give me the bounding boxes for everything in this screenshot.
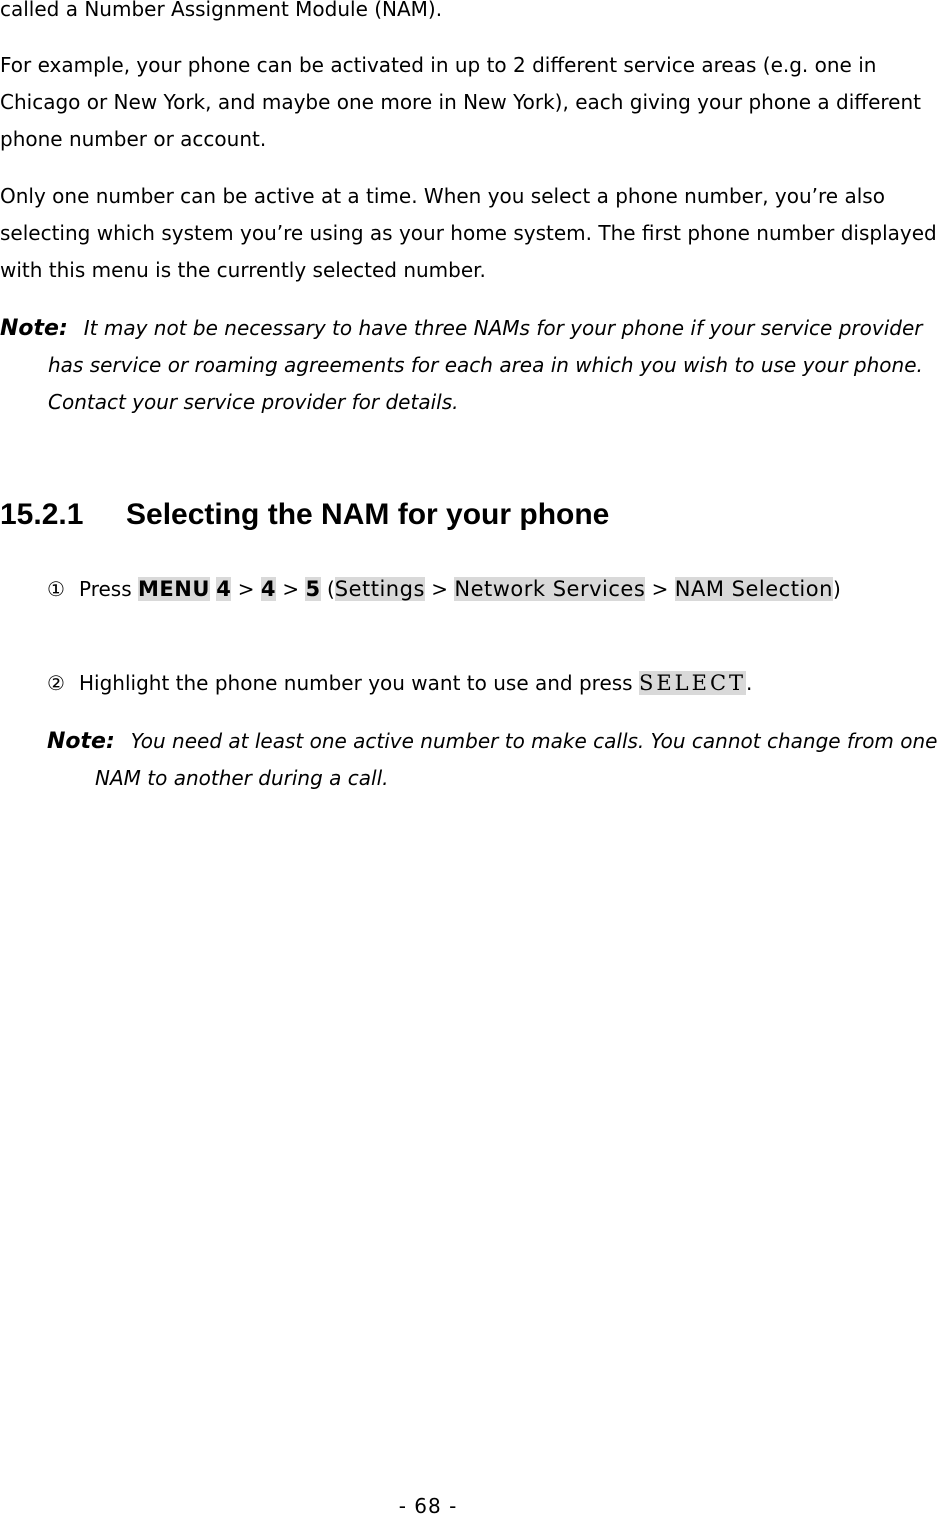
intro-paragraph: called a Number Assignment Module (NAM). [0,0,443,21]
path-nam-selection: NAM Selection [674,577,833,601]
path-network-services: Network Services [454,577,646,601]
separator: > [282,577,300,601]
separator: > [431,577,449,601]
paren-close: ) [832,577,841,601]
step-2-period: . [746,671,753,695]
note-label: Note: [47,729,115,754]
note-nams [0,310,943,421]
section-heading [0,493,609,537]
key-5: 5 [305,577,321,601]
separator: > [651,577,669,601]
key-4-second: 4 [260,577,276,601]
step-1 [47,571,939,608]
path-settings: Settings [334,577,425,601]
separator: > [237,577,255,601]
step-marker-2: ② [47,671,65,695]
menu-key: MENU [138,577,210,601]
step-press-text: Press [79,577,132,601]
page-number: - 68 - [398,1494,458,1518]
note-text: It may not be necessary to have three NAMs for your phone if your service provider has service or roaming agreements for each area in which you wish to use your phone. Contact your service provider for details. [48,316,923,414]
key-4-first: 4 [216,577,232,601]
note-label: Note: [0,316,68,341]
section-number: 15.2.1 [0,498,84,531]
step-2-text: Highlight the phone number you want to use and press [79,671,633,695]
note-active-number [47,723,943,797]
paren-open: ( [326,577,335,601]
section-title: Selecting the NAM for your phone [126,498,610,531]
note-text: You need at least one active number to make calls. You cannot change from one NAM to another during a call. [95,729,938,790]
active-number-paragraph: Only one number can be active at a time. When you select a phone number, you’re also selecting which system you’re using as your home system. The first phone number displayed with this menu is the currently selected number. [0,184,937,282]
select-key: SELECT [638,671,747,695]
step-marker-1: ① [47,577,65,601]
step-2 [47,665,939,702]
example-paragraph: For example, your phone can be activated in up to 2 different service areas (e.g. one in Chicago or New York, and maybe one more in New York), each giving your phone a different phone number or account. [0,53,921,151]
